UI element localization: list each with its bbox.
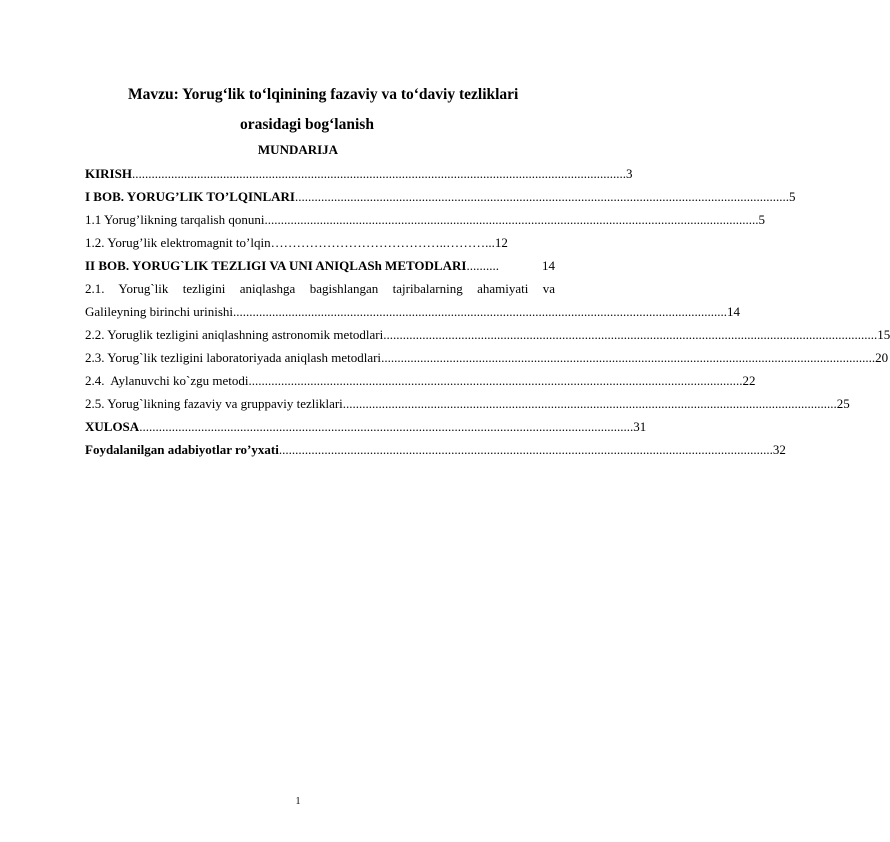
toc-leader-dots: ........................................................................................................................................................ [131, 166, 626, 181]
toc-leader-dots: ........................................................................................................................................................ [264, 212, 759, 227]
toc-entry-xulosa [85, 415, 647, 438]
toc-leader-dots: ........................................................................................................................................................ [248, 373, 743, 388]
toc-entry-label: 1.2. Yorug’lik elektromagnit to’lqin [85, 235, 271, 250]
toc-entry-kirish [85, 162, 633, 185]
table-of-contents [85, 162, 890, 461]
toc-entry-2-4 [85, 369, 756, 392]
toc-leader-dots: ........................................................................................................................................................ [381, 350, 876, 365]
toc-entry-page: 3 [625, 166, 633, 181]
toc-entry-label: XULOSA [85, 419, 140, 434]
toc-entry-1-1 [85, 208, 765, 231]
toc-entry-page: 25 [836, 396, 850, 411]
toc-entry-2-3 [85, 346, 889, 369]
page-number: 1 [295, 796, 301, 807]
toc-entry-page: 5 [758, 212, 765, 227]
toc-entry-page: 22 [742, 373, 756, 388]
toc-heading: MUNDARIJA [257, 142, 339, 157]
toc-leader-dots: ........................................................................................................................................................ [233, 304, 728, 319]
toc-entry-page: 32 [772, 442, 786, 457]
toc-leader-dots: .......... [466, 258, 499, 273]
toc-entry-label: II BOB. YORUG`LIK TEZLIGI VA UNI ANIQLASh METODLARI [85, 258, 467, 273]
toc-entry-page: 20 [875, 350, 889, 365]
toc-entry-label: 1.1 Yorug’likning tarqalish qonuni [85, 212, 265, 227]
toc-leader-dots: …………………………………..………... [270, 235, 495, 250]
toc-leader-dots: ........................................................................................................................................................ [278, 442, 773, 457]
toc-entry-page: 31 [633, 419, 647, 434]
toc-entry-bob-2 [85, 254, 555, 277]
toc-entry-bob-1 [85, 185, 796, 208]
document-title-line-1: Mavzu: Yorug‘lik to‘lqinining fazaviy va to‘daviy tezliklari [128, 86, 519, 103]
toc-leader-dots: ........................................................................................................................................................ [383, 327, 878, 342]
toc-entry-page: 14 [542, 258, 555, 273]
toc-leader-dots: ........................................................................................................................................................ [342, 396, 837, 411]
toc-entry-label: 2.5. Yorug`likning fazaviy va gruppaviy tezliklari [85, 396, 343, 411]
toc-entry-label: Galileyning birinchi urinishi [85, 304, 234, 319]
toc-entry-2-1-first-line: 2.1. Yorug`lik tezligini aniqlashga bagishlangan tajribalarning ahamiyati va [85, 281, 555, 296]
toc-entry-page: 5 [788, 189, 796, 204]
toc-entry-label: 2.2. Yoruglik tezligini aniqlashning astronomik metodlari [85, 327, 384, 342]
toc-entry-label: KIRISH [85, 166, 132, 181]
toc-leader-dots: ........................................................................................................................................................ [139, 419, 634, 434]
toc-entry-1-2 [85, 231, 555, 254]
toc-entry-page: 15 [877, 327, 890, 342]
document-title-line-2: orasidagi bog‘lanish [240, 116, 374, 133]
toc-entry-page: 12 [494, 235, 508, 250]
toc-entry-2-5 [85, 392, 850, 415]
toc-entry-2-2 [85, 323, 890, 346]
toc-entry-page: 14 [727, 304, 741, 319]
toc-entry-label: I BOB. YORUG’LIK TO’LQINLARI [85, 189, 295, 204]
toc-entry-label: 2.3. Yorug`lik tezligini laboratoriyada aniqlash metodlari [85, 350, 382, 365]
toc-entry-label: 2.4. Aylanuvchi ko`zgu metodi [85, 373, 249, 388]
toc-leader-dots: ........................................................................................................................................................ [294, 189, 789, 204]
toc-entry-2-1 [85, 300, 741, 323]
toc-entry-label: Foydalanilgan adabiyotlar ro’yxati [85, 442, 279, 457]
toc-entry-references [85, 438, 786, 461]
